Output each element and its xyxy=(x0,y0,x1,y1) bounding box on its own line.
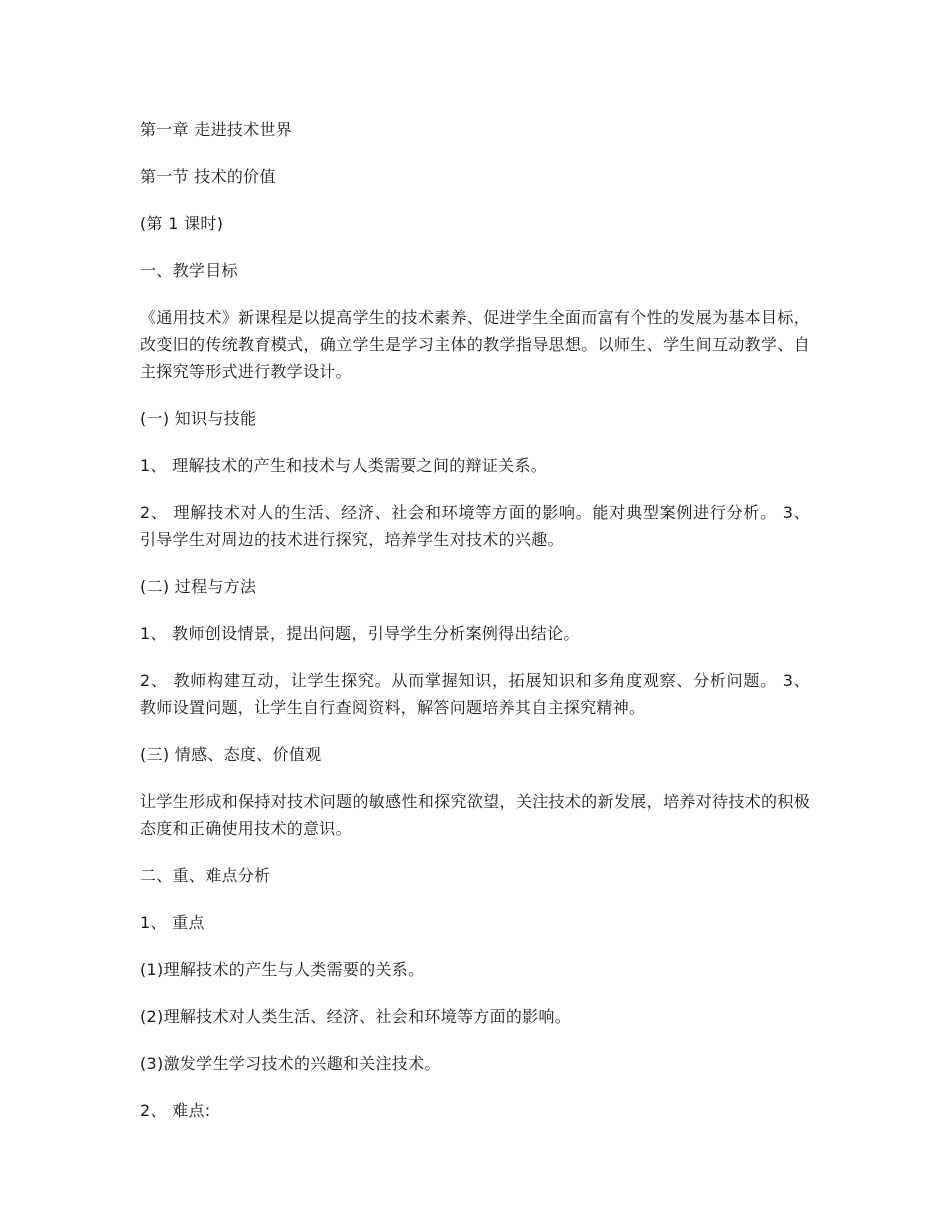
key-item-1: (1)理解技术的产生与人类需要的关系。 xyxy=(140,960,425,979)
chapter-title: 第一章 走进技术世界 xyxy=(140,120,293,139)
difficult-heading: 2、 难点: xyxy=(140,1101,211,1120)
key-item-2: (2)理解技术对人类生活、经济、社会和环境等方面的影响。 xyxy=(140,1007,572,1026)
emotion-heading: (三) 情感、态度、价值观 xyxy=(140,745,322,764)
knowledge-items-2-3: 2、 理解技术对人的生活、经济、社会和环境等方面的影响。能对典型案例进行分析。 3、 引导学生对周边的技术进行探究，培养学生对技术的兴趣。 xyxy=(140,503,810,549)
key-item-3: (3)激发学生学习技术的兴趣和关注技术。 xyxy=(140,1054,441,1073)
document-page xyxy=(140,116,810,1144)
process-item-1: 1、 教师创设情景，提出问题，引导学生分析案例得出结论。 xyxy=(140,624,580,643)
knowledge-item-1: 1、 理解技术的产生和技术与人类需要之间的辩证关系。 xyxy=(140,456,548,475)
objectives-heading: 一、教学目标 xyxy=(140,261,238,280)
process-heading: (二) 过程与方法 xyxy=(140,577,257,596)
keypoints-heading: 二、重、难点分析 xyxy=(140,866,271,885)
knowledge-heading: (一) 知识与技能 xyxy=(140,409,257,428)
key-heading: 1、 重点 xyxy=(140,913,205,932)
lesson-label: (第 1 课时) xyxy=(140,214,224,233)
emotion-paragraph: 让学生形成和保持对技术问题的敏感性和探究欲望，关注技术的新发展，培养对待技术的积极态度和正确使用技术的意识。 xyxy=(140,792,810,838)
section-title: 第一节 技术的价值 xyxy=(140,167,276,186)
process-items-2-3: 2、 教师构建互动，让学生探究。从而掌握知识，拓展知识和多角度观察、分析问题。 3、 教师设置问题，让学生自行查阅资料，解答问题培养其自主探究精神。 xyxy=(140,671,810,717)
objectives-paragraph: 《通用技术》新课程是以提高学生的技术素养、促进学生全面而富有个性的发展为基本目标，改变旧的传统教育模式，确立学生是学习主体的教学指导思想。以师生、学生间互动教学、自主探究等形式进行教学设计。 xyxy=(140,308,810,381)
